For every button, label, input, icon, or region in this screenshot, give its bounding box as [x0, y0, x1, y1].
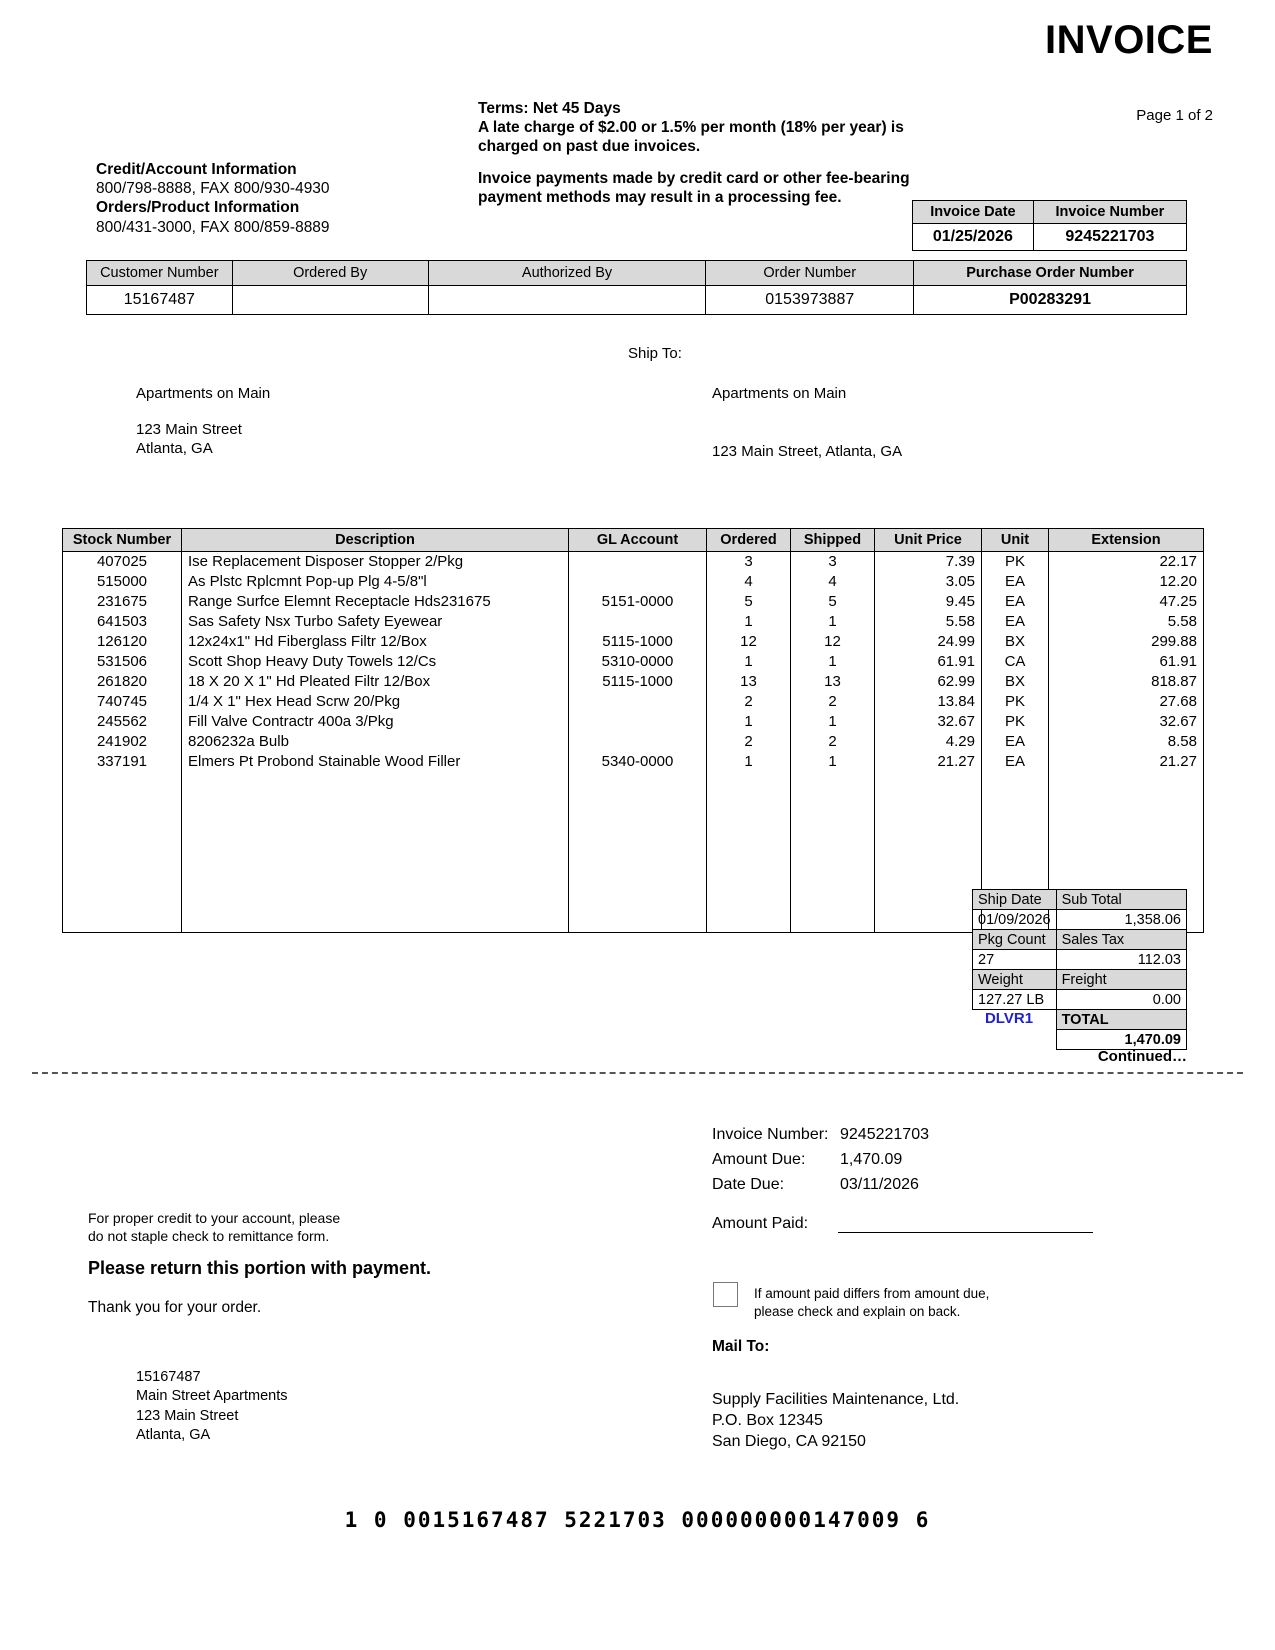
- remittance-invoice-number-label: Invoice Number:: [712, 1126, 829, 1143]
- remittance-note-line-2: do not staple check to remittance form.: [88, 1228, 330, 1245]
- item-stock-number: 241902: [63, 732, 182, 752]
- table-filler-cell: [182, 892, 569, 912]
- item-unit: EA: [982, 572, 1049, 592]
- item-ordered: 5: [707, 592, 791, 612]
- table-filler-cell: [63, 852, 182, 872]
- item-unit: EA: [982, 592, 1049, 612]
- item-ordered: 2: [707, 692, 791, 712]
- col-header-unit: Unit: [982, 529, 1049, 552]
- authorized-by-value: [428, 286, 706, 315]
- table-filler-cell: [63, 832, 182, 852]
- item-stock-number: 261820: [63, 672, 182, 692]
- amount-paid-row: [712, 1215, 1093, 1233]
- weight-freight-value-row: [973, 990, 1187, 1010]
- item-description: Range Surfce Elemnt Receptacle Hds231675: [182, 592, 569, 612]
- invoice-number-value: 9245221703: [1033, 224, 1186, 251]
- terms-spacer: [478, 157, 998, 170]
- table-filler-cell: [63, 892, 182, 912]
- item-shipped: 3: [791, 552, 875, 573]
- item-shipped: 5: [791, 592, 875, 612]
- amount-differs-line-2: please check and explain on back.: [754, 1303, 961, 1319]
- bill-to-address: [136, 421, 242, 459]
- item-gl-account: [569, 552, 707, 573]
- ordered-by-label: Ordered By: [232, 261, 428, 286]
- line-items-head: [63, 529, 1204, 552]
- item-stock-number: 245562: [63, 712, 182, 732]
- pkg-salestax-value-row: [973, 950, 1187, 970]
- item-description: 12x24x1" Hd Fiberglass Filtr 12/Box: [182, 632, 569, 652]
- ordered-by-value: [232, 286, 428, 315]
- item-description: Sas Safety Nsx Turbo Safety Eyewear: [182, 612, 569, 632]
- ship-date-subtotal-label-row: [973, 890, 1187, 910]
- table-row: [63, 752, 1204, 772]
- table-filler-cell: [182, 812, 569, 832]
- remittance-summary: [712, 1123, 929, 1197]
- table-filler-cell: [791, 892, 875, 912]
- pkg-salestax-label-row: [973, 930, 1187, 950]
- item-shipped: 4: [791, 572, 875, 592]
- order-number-label: Order Number: [706, 261, 914, 286]
- mail-to-company: Supply Facilities Maintenance, Ltd.: [712, 1391, 960, 1408]
- col-header-gl-account: GL Account: [569, 529, 707, 552]
- remittance-date-due-row: [712, 1173, 929, 1198]
- table-filler-cell: [182, 912, 569, 933]
- table-row: [63, 592, 1204, 612]
- item-gl-account: [569, 712, 707, 732]
- customer-info-header-row: [87, 261, 1187, 286]
- orders-product-phones: 800/431-3000, FAX 800/859-8889: [96, 218, 330, 236]
- table-row: [63, 572, 1204, 592]
- pkg-count-value: 27: [973, 950, 1057, 970]
- col-header-unit-price: Unit Price: [875, 529, 982, 552]
- purchase-order-number-value: P00283291: [914, 286, 1187, 315]
- table-row: [63, 692, 1204, 712]
- table-filler-cell: [707, 832, 791, 852]
- table-filler-cell: [875, 792, 982, 812]
- bill-to-name: Apartments on Main: [136, 385, 271, 402]
- remittance-date-due-value: 03/11/2026: [840, 1175, 919, 1193]
- remittance-customer-address: [136, 1368, 288, 1446]
- item-description: As Plstc Rplcmnt Pop-up Plg 4-5/8"l: [182, 572, 569, 592]
- ship-to-name: Apartments on Main: [712, 385, 847, 402]
- amount-paid-label: Amount Paid:: [712, 1215, 809, 1232]
- table-filler-row: [63, 852, 1204, 872]
- col-header-stock-number: Stock Number: [63, 529, 182, 552]
- remittance-amount-due-value: 1,470.09: [840, 1150, 903, 1168]
- line-items-section: [62, 528, 1197, 933]
- item-unit: PK: [982, 552, 1049, 573]
- table-filler-cell: [1049, 792, 1204, 812]
- item-shipped: 2: [791, 692, 875, 712]
- table-filler-cell: [569, 832, 707, 852]
- invoice-date-label: Invoice Date: [913, 201, 1034, 224]
- document-title: INVOICE: [1045, 18, 1213, 62]
- table-filler-cell: [1049, 852, 1204, 872]
- item-unit: BX: [982, 632, 1049, 652]
- table-filler-cell: [875, 772, 982, 792]
- table-row: [63, 712, 1204, 732]
- item-unit-price: 24.99: [875, 632, 982, 652]
- table-filler-cell: [707, 892, 791, 912]
- purchase-order-number-label: Purchase Order Number: [914, 261, 1187, 286]
- item-shipped: 1: [791, 752, 875, 772]
- item-unit: EA: [982, 612, 1049, 632]
- item-unit: CA: [982, 652, 1049, 672]
- table-row: [63, 652, 1204, 672]
- remittance-date-due-label: Date Due:: [712, 1175, 785, 1193]
- amount-differs-text: [754, 1285, 989, 1320]
- item-stock-number: 337191: [63, 752, 182, 772]
- remittance-invoice-number-value: 9245221703: [840, 1126, 929, 1143]
- table-filler-row: [63, 812, 1204, 832]
- orders-product-label: Orders/Product Information: [96, 199, 300, 217]
- customer-number-value: 15167487: [87, 286, 233, 315]
- table-filler-cell: [182, 792, 569, 812]
- item-description: 1/4 X 1" Hex Head Scrw 20/Pkg: [182, 692, 569, 712]
- customer-number-label: Customer Number: [87, 261, 233, 286]
- table-filler-cell: [569, 772, 707, 792]
- item-ordered: 12: [707, 632, 791, 652]
- table-filler-cell: [875, 832, 982, 852]
- table-row: [63, 612, 1204, 632]
- table-filler-cell: [63, 812, 182, 832]
- authorized-by-label: Authorized By: [428, 261, 706, 286]
- item-ordered: 1: [707, 652, 791, 672]
- invoice-meta-value-row: [913, 224, 1187, 251]
- item-gl-account: [569, 732, 707, 752]
- ship-date-label: Ship Date: [973, 890, 1057, 910]
- weight-value: 127.27 LB: [973, 990, 1057, 1010]
- mail-to-address: [712, 1390, 959, 1452]
- table-filler-cell: [875, 852, 982, 872]
- continued-label: Continued…: [1097, 1048, 1187, 1065]
- table-filler-cell: [1049, 812, 1204, 832]
- item-extension: 61.91: [1049, 652, 1204, 672]
- contact-information: [96, 160, 330, 237]
- table-filler-cell: [707, 772, 791, 792]
- ship-to-label: Ship To:: [628, 345, 682, 362]
- item-shipped: 13: [791, 672, 875, 692]
- table-filler-cell: [182, 852, 569, 872]
- table-filler-cell: [63, 772, 182, 792]
- credit-account-label: Credit/Account Information: [96, 161, 297, 178]
- item-unit-price: 7.39: [875, 552, 982, 573]
- remittance-customer-city: Atlanta, GA: [136, 1427, 211, 1444]
- table-filler-cell: [982, 792, 1049, 812]
- item-extension: 47.25: [1049, 592, 1204, 612]
- table-filler-cell: [791, 792, 875, 812]
- terms-block: [478, 100, 998, 208]
- table-filler-cell: [569, 792, 707, 812]
- table-filler-cell: [707, 872, 791, 892]
- table-filler-cell: [875, 812, 982, 832]
- item-ordered: 13: [707, 672, 791, 692]
- col-header-description: Description: [182, 529, 569, 552]
- item-description: Elmers Pt Probond Stainable Wood Filler: [182, 752, 569, 772]
- item-unit-price: 62.99: [875, 672, 982, 692]
- table-filler-cell: [1049, 772, 1204, 792]
- table-filler-cell: [569, 812, 707, 832]
- sales-tax-label: Sales Tax: [1056, 930, 1186, 950]
- line-items-header-row: [63, 529, 1204, 552]
- mail-to-city: San Diego, CA 92150: [712, 1432, 866, 1450]
- sub-total-label: Sub Total: [1056, 890, 1186, 910]
- weight-freight-label-row: [973, 970, 1187, 990]
- table-filler-cell: [1049, 832, 1204, 852]
- invoice-meta-table: [912, 200, 1187, 251]
- page-indicator: Page 1 of 2: [1136, 107, 1213, 124]
- freight-label: Freight: [1056, 970, 1186, 990]
- delivery-code: DLVR1: [984, 1010, 1034, 1027]
- table-filler-cell: [569, 892, 707, 912]
- item-stock-number: 531506: [63, 652, 182, 672]
- total-label: TOTAL: [1056, 1010, 1186, 1030]
- item-unit-price: 3.05: [875, 572, 982, 592]
- item-gl-account: 5115-1000: [569, 672, 707, 692]
- table-filler-cell: [569, 912, 707, 933]
- item-stock-number: 126120: [63, 632, 182, 652]
- item-description: 8206232a Bulb: [182, 732, 569, 752]
- table-filler-row: [63, 772, 1204, 792]
- amount-paid-input[interactable]: [838, 1215, 1093, 1233]
- item-extension: 27.68: [1049, 692, 1204, 712]
- item-ordered: 4: [707, 572, 791, 592]
- table-row: [63, 732, 1204, 752]
- bill-to-city: Atlanta, GA: [136, 439, 213, 457]
- ship-date-value: 01/09/2026: [973, 910, 1057, 930]
- totals-blank-cell-2: [973, 1030, 1057, 1050]
- col-header-shipped: Shipped: [791, 529, 875, 552]
- ship-date-subtotal-value-row: [973, 910, 1187, 930]
- item-unit-price: 21.27: [875, 752, 982, 772]
- late-charge-line-2: charged on past due invoices.: [478, 137, 701, 155]
- table-filler-row: [63, 792, 1204, 812]
- item-stock-number: 515000: [63, 572, 182, 592]
- item-gl-account: [569, 692, 707, 712]
- table-filler-cell: [791, 852, 875, 872]
- item-gl-account: [569, 572, 707, 592]
- remittance-amount-due-row: [712, 1148, 929, 1173]
- table-filler-cell: [791, 872, 875, 892]
- total-value: 1,470.09: [1056, 1030, 1186, 1050]
- bill-to-street: 123 Main Street: [136, 421, 242, 438]
- table-filler-cell: [982, 852, 1049, 872]
- line-items-table: [62, 528, 1204, 933]
- sales-tax-value: 112.03: [1056, 950, 1186, 970]
- ship-to-address: 123 Main Street, Atlanta, GA: [712, 443, 903, 460]
- item-unit: PK: [982, 712, 1049, 732]
- thank-you-text: Thank you for your order.: [88, 1299, 262, 1316]
- item-extension: 22.17: [1049, 552, 1204, 573]
- item-extension: 818.87: [1049, 672, 1204, 692]
- remittance-note: [88, 1209, 340, 1246]
- item-shipped: 12: [791, 632, 875, 652]
- remittance-customer-street: 123 Main Street: [136, 1407, 239, 1424]
- table-filler-cell: [875, 872, 982, 892]
- pkg-count-label: Pkg Count: [973, 930, 1057, 950]
- line-items-body: [63, 552, 1204, 933]
- item-stock-number: 740745: [63, 692, 182, 712]
- col-header-ordered: Ordered: [707, 529, 791, 552]
- amount-differs-line-1: If amount paid differs from amount due,: [754, 1286, 990, 1301]
- item-shipped: 2: [791, 732, 875, 752]
- item-shipped: 1: [791, 652, 875, 672]
- terms-line: Terms: Net 45 Days: [478, 100, 621, 117]
- invoice-number-label: Invoice Number: [1033, 201, 1186, 224]
- table-filler-cell: [791, 912, 875, 933]
- table-filler-cell: [875, 892, 982, 912]
- weight-label: Weight: [973, 970, 1057, 990]
- item-gl-account: [569, 612, 707, 632]
- remittance-customer-name: Main Street Apartments: [136, 1388, 288, 1405]
- table-filler-cell: [63, 792, 182, 812]
- micr-line: 1 0 0015167487 5221703 000000000147009 6: [344, 1508, 931, 1532]
- table-filler-cell: [707, 792, 791, 812]
- table-filler-cell: [707, 852, 791, 872]
- item-extension: 299.88: [1049, 632, 1204, 652]
- item-unit-price: 9.45: [875, 592, 982, 612]
- item-shipped: 1: [791, 712, 875, 732]
- table-filler-cell: [982, 772, 1049, 792]
- item-ordered: 1: [707, 752, 791, 772]
- table-row: [63, 632, 1204, 652]
- item-unit-price: 13.84: [875, 692, 982, 712]
- item-stock-number: 641503: [63, 612, 182, 632]
- table-filler-cell: [791, 812, 875, 832]
- credit-account-phones: 800/798-8888, FAX 800/930-4930: [96, 180, 330, 198]
- item-unit: PK: [982, 692, 1049, 712]
- item-extension: 21.27: [1049, 752, 1204, 772]
- table-row: [63, 552, 1204, 573]
- table-filler-cell: [182, 872, 569, 892]
- return-portion-text: Please return this portion with payment.: [88, 1258, 432, 1278]
- item-unit-price: 5.58: [875, 612, 982, 632]
- order-number-value: 0153973887: [706, 286, 914, 315]
- item-ordered: 2: [707, 732, 791, 752]
- item-description: Scott Shop Heavy Duty Towels 12/Cs: [182, 652, 569, 672]
- remittance-invoice-number-row: [712, 1123, 929, 1148]
- invoice-date-value: 01/25/2026: [913, 224, 1034, 251]
- item-gl-account: 5340-0000: [569, 752, 707, 772]
- amount-differs-checkbox[interactable]: [713, 1282, 738, 1307]
- item-shipped: 1: [791, 612, 875, 632]
- item-extension: 32.67: [1049, 712, 1204, 732]
- table-filler-row: [63, 832, 1204, 852]
- item-extension: 5.58: [1049, 612, 1204, 632]
- credit-card-fee-line-1: Invoice payments made by credit card or other fee-bearing: [478, 169, 910, 187]
- table-filler-cell: [791, 832, 875, 852]
- item-extension: 12.20: [1049, 572, 1204, 592]
- table-filler-cell: [569, 872, 707, 892]
- item-unit-price: 61.91: [875, 652, 982, 672]
- table-filler-cell: [569, 852, 707, 872]
- total-value-row: [973, 1030, 1187, 1050]
- item-gl-account: 5115-1000: [569, 632, 707, 652]
- item-description: Fill Valve Contractr 400a 3/Pkg: [182, 712, 569, 732]
- table-filler-cell: [182, 772, 569, 792]
- late-charge-line-1: A late charge of $2.00 or 1.5% per month (18% per year) is: [478, 118, 904, 136]
- item-ordered: 1: [707, 712, 791, 732]
- item-gl-account: 5310-0000: [569, 652, 707, 672]
- table-row: [63, 672, 1204, 692]
- mail-to-box: P.O. Box 12345: [712, 1411, 823, 1429]
- item-unit: BX: [982, 672, 1049, 692]
- table-filler-cell: [791, 772, 875, 792]
- table-filler-cell: [707, 912, 791, 933]
- item-description: 18 X 20 X 1" Hd Pleated Filtr 12/Box: [182, 672, 569, 692]
- remittance-customer-number: 15167487: [136, 1369, 201, 1385]
- table-filler-cell: [875, 912, 982, 933]
- table-filler-cell: [63, 912, 182, 933]
- col-header-extension: Extension: [1049, 529, 1204, 552]
- table-filler-cell: [707, 812, 791, 832]
- mail-to-label: Mail To:: [712, 1338, 770, 1355]
- item-ordered: 3: [707, 552, 791, 573]
- customer-info-table: [86, 260, 1187, 315]
- item-unit-price: 32.67: [875, 712, 982, 732]
- remittance-amount-due-label: Amount Due:: [712, 1150, 806, 1168]
- item-stock-number: 231675: [63, 592, 182, 612]
- freight-value: 0.00: [1056, 990, 1186, 1010]
- credit-card-fee-line-2: payment methods may result in a processing fee.: [478, 188, 842, 206]
- table-filler-cell: [982, 832, 1049, 852]
- item-ordered: 1: [707, 612, 791, 632]
- item-description: Ise Replacement Disposer Stopper 2/Pkg: [182, 552, 569, 573]
- item-unit: EA: [982, 732, 1049, 752]
- item-unit-price: 4.29: [875, 732, 982, 752]
- remittance-note-line-1: For proper credit to your account, please: [88, 1210, 341, 1226]
- table-filler-cell: [63, 872, 182, 892]
- item-gl-account: 5151-0000: [569, 592, 707, 612]
- item-stock-number: 407025: [63, 552, 182, 573]
- tear-off-divider: [32, 1072, 1243, 1074]
- sub-total-value: 1,358.06: [1056, 910, 1186, 930]
- table-filler-cell: [982, 812, 1049, 832]
- table-filler-cell: [182, 832, 569, 852]
- invoice-meta-header-row: [913, 201, 1187, 224]
- item-extension: 8.58: [1049, 732, 1204, 752]
- item-unit: EA: [982, 752, 1049, 772]
- customer-info-value-row: [87, 286, 1187, 315]
